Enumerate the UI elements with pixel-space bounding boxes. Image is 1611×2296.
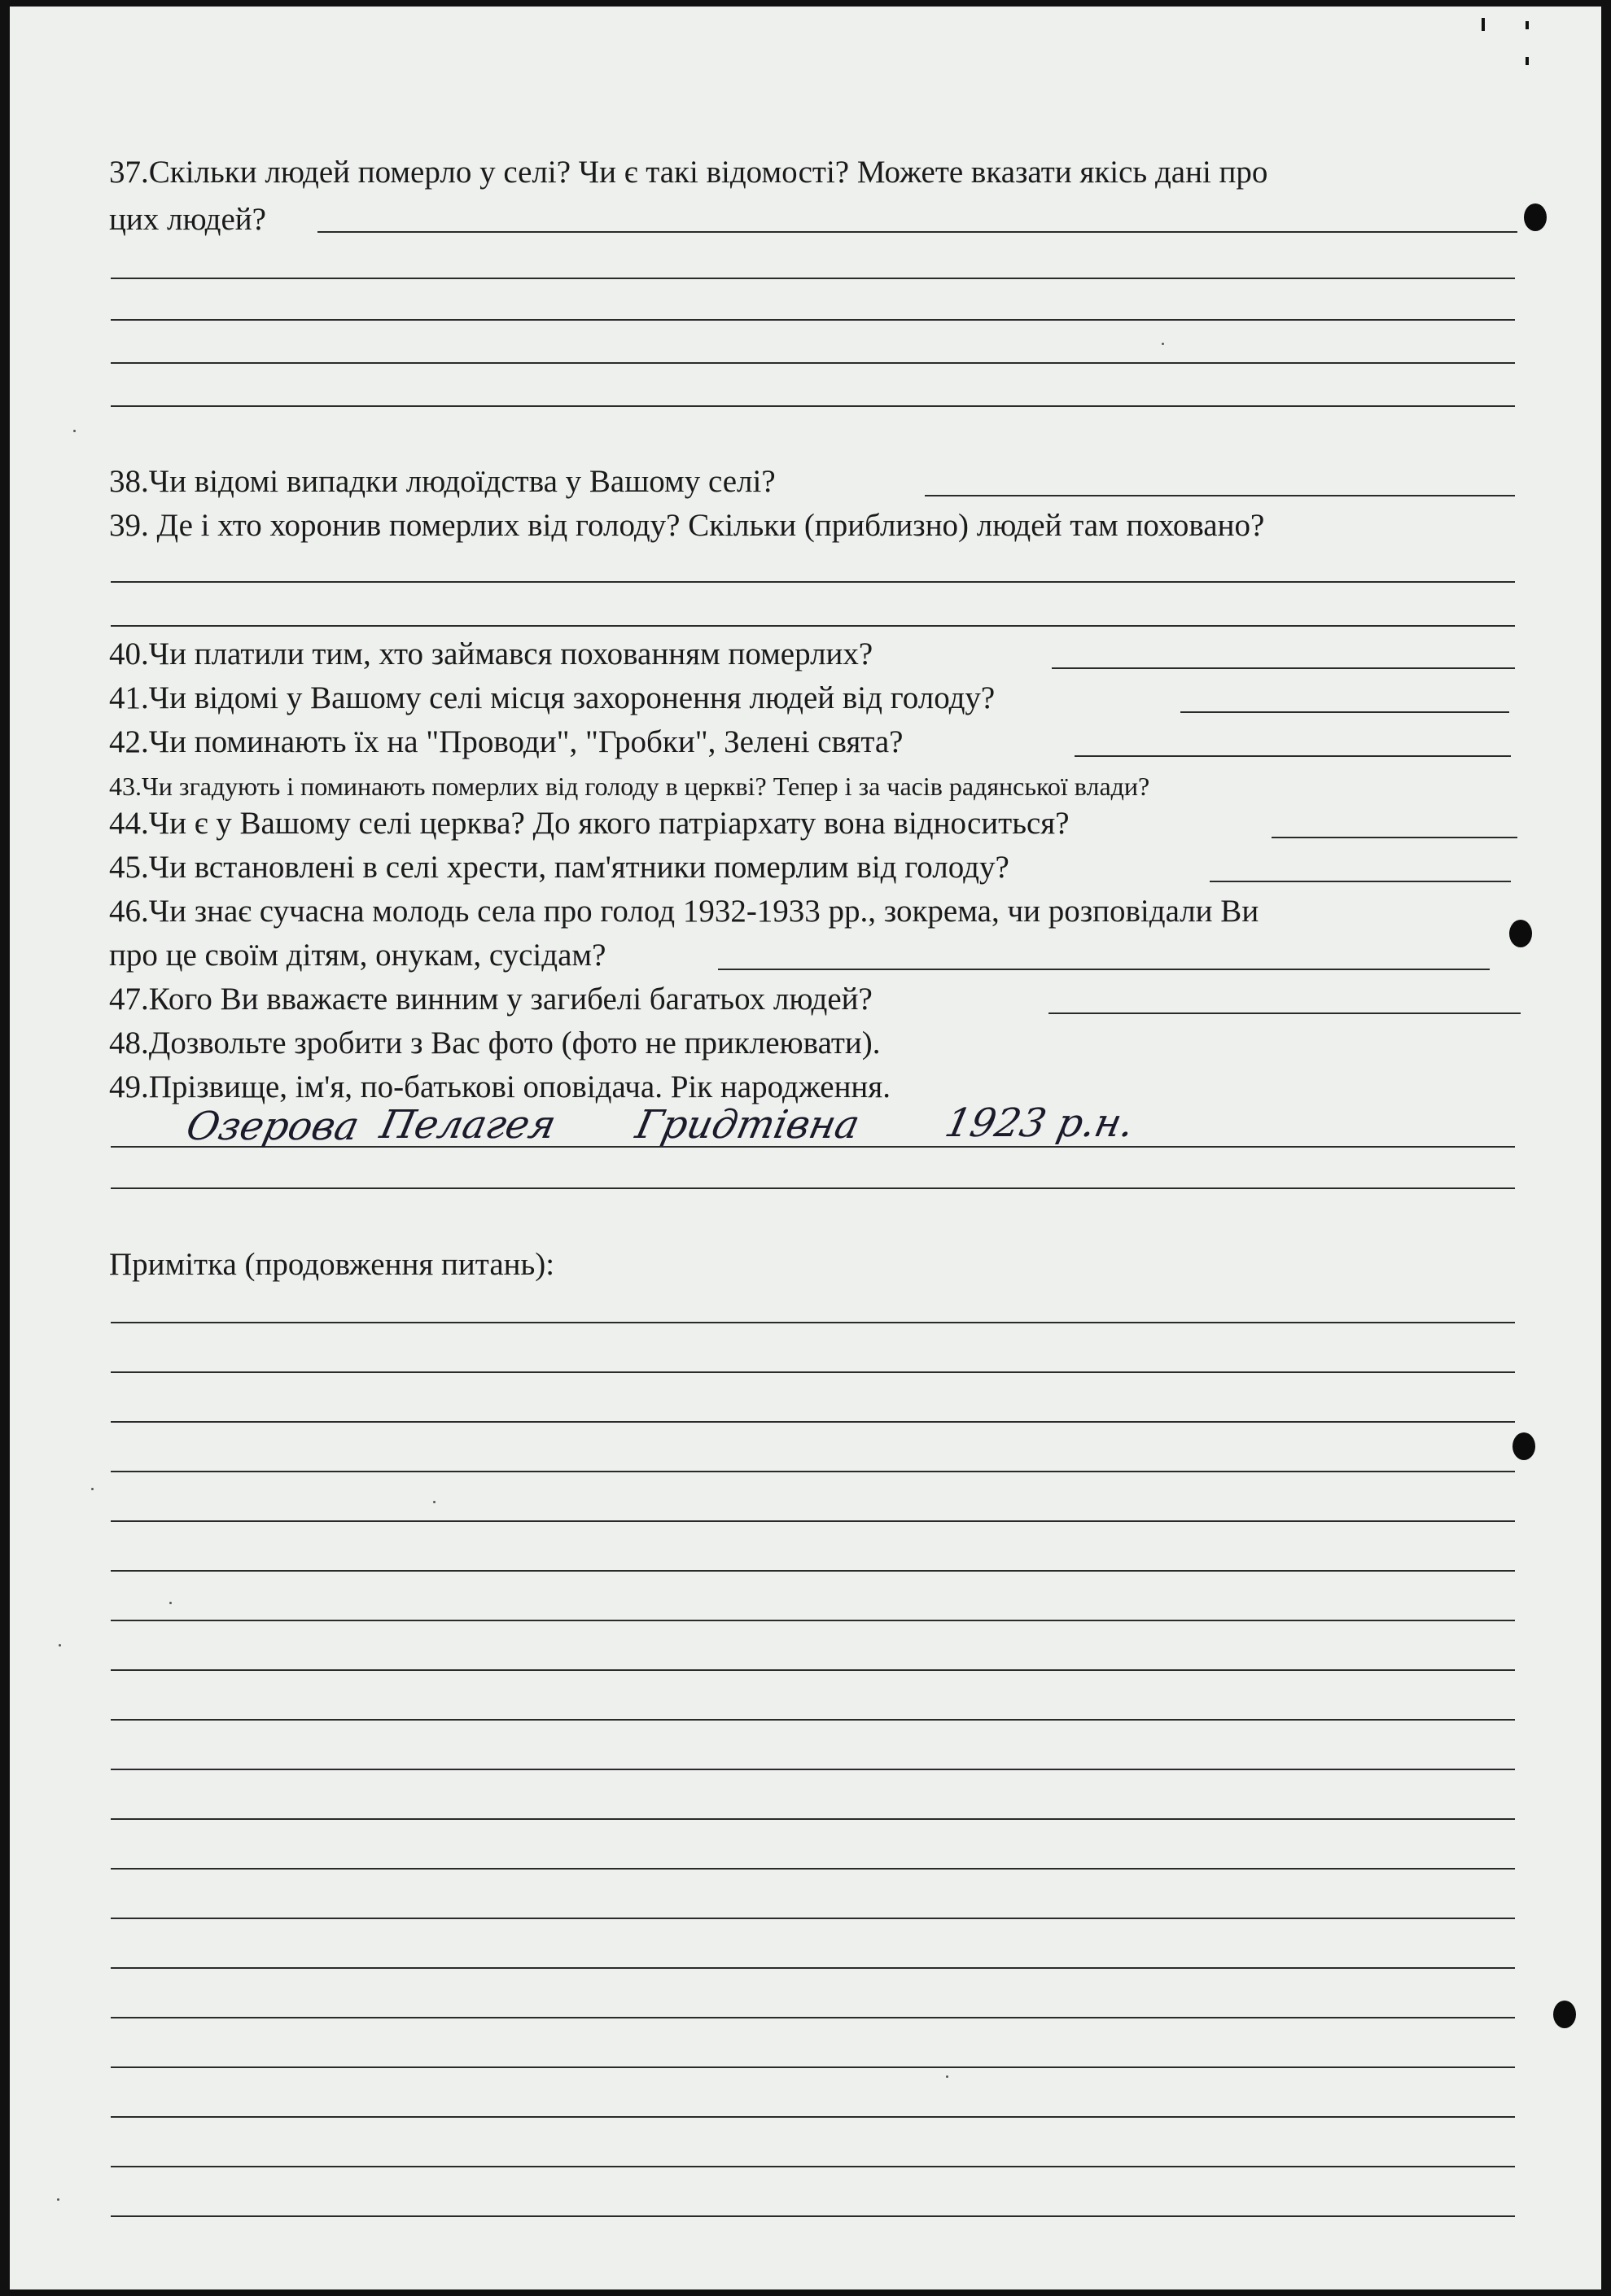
answer-line-41 bbox=[1180, 711, 1509, 713]
question-41: 41.Чи відомі у Вашому селі місця захоронення людей від голоду? bbox=[109, 680, 996, 715]
question-44: 44.Чи є у Вашому селі церква? До якого патріархату вона відноситься? bbox=[109, 806, 1070, 841]
answer-line-46 bbox=[718, 969, 1490, 970]
scan-speck bbox=[169, 1602, 172, 1604]
note-line bbox=[111, 1570, 1515, 1572]
note-line bbox=[111, 2166, 1515, 2167]
question-39: 39. Де і хто хоронив померлих від голоду? Скільки (приблизно) людей там поховано? bbox=[109, 508, 1265, 543]
note-line bbox=[111, 1719, 1515, 1721]
note-line bbox=[111, 1818, 1515, 1820]
handwritten-surname: Озерова bbox=[182, 1104, 364, 1149]
answer-line-49 bbox=[111, 1187, 1515, 1189]
question-46-line1: 46.Чи знає сучасна молодь села про голод 1932-1933 рр., зокрема, чи розповідали Ви bbox=[109, 894, 1259, 929]
question-40: 40.Чи платили тим, хто займався похованням померлих? bbox=[109, 636, 873, 671]
note-line bbox=[111, 1620, 1515, 1621]
punch-hole bbox=[1524, 203, 1547, 231]
handwritten-patronymic: Гридтівна bbox=[632, 1102, 864, 1148]
scan-speck bbox=[1162, 343, 1164, 345]
answer-line-45 bbox=[1210, 881, 1511, 882]
answer-line-44 bbox=[1272, 837, 1517, 838]
question-37-line2: цих людей? bbox=[109, 202, 266, 237]
answer-line-37 bbox=[317, 231, 1517, 233]
answer-line-47 bbox=[1048, 1012, 1521, 1014]
answer-line-42 bbox=[1075, 755, 1511, 757]
scan-speck bbox=[59, 1644, 61, 1647]
answer-line-37 bbox=[111, 319, 1515, 321]
question-45: 45.Чи встановлені в селі хрести, пам'ятники померлим від голоду? bbox=[109, 850, 1009, 885]
scan-speck bbox=[946, 2075, 948, 2078]
answer-line-39 bbox=[111, 581, 1515, 583]
note-line bbox=[111, 2066, 1515, 2068]
note-line bbox=[111, 2116, 1515, 2118]
note-line bbox=[111, 1918, 1515, 1919]
note-label: Примітка (продовження питань): bbox=[109, 1247, 555, 1282]
note-line bbox=[111, 1520, 1515, 1522]
note-line bbox=[111, 1669, 1515, 1671]
answer-line-37 bbox=[111, 278, 1515, 279]
punch-hole bbox=[1553, 2001, 1576, 2028]
questionnaire-page bbox=[10, 7, 1601, 2289]
question-48: 48.Дозвольте зробити з Вас фото (фото не приклеювати). bbox=[109, 1026, 881, 1061]
note-line bbox=[111, 1322, 1515, 1323]
note-line bbox=[111, 1421, 1515, 1423]
question-46-line2: про це своїм дітям, онукам, сусідам? bbox=[109, 938, 606, 973]
edge-mark bbox=[1526, 21, 1529, 29]
note-line bbox=[111, 1371, 1515, 1373]
answer-line-40 bbox=[1052, 667, 1515, 669]
answer-line-39 bbox=[111, 625, 1515, 627]
question-37-line1: 37.Скільки людей померло у селі? Чи є такі відомості? Можете вказати якісь дані про bbox=[109, 155, 1268, 190]
question-42: 42.Чи поминають їх на "Проводи", "Гробки", Зелені свята? bbox=[109, 724, 904, 759]
answer-line-37 bbox=[111, 362, 1515, 364]
scan-speck bbox=[73, 430, 76, 432]
scan-speck bbox=[91, 1488, 94, 1490]
answer-line-38 bbox=[925, 495, 1515, 496]
question-49: 49.Прізвище, ім'я, по-батькові оповідача. Рік народження. bbox=[109, 1069, 891, 1104]
question-38: 38.Чи відомі випадки людоїдства у Вашому селі? bbox=[109, 464, 776, 499]
answer-line-37 bbox=[111, 405, 1515, 407]
scan-speck bbox=[57, 2198, 59, 2201]
question-43: 43.Чи згадують і поминають померлих від голоду в церкві? Тепер і за часів радянської влади? bbox=[109, 772, 1150, 801]
question-47: 47.Кого Ви вважаєте винним у загибелі багатьох людей? bbox=[109, 982, 873, 1017]
note-line bbox=[111, 1769, 1515, 1770]
scan-speck bbox=[433, 1501, 436, 1503]
note-line bbox=[111, 2017, 1515, 2018]
punch-hole bbox=[1513, 1432, 1535, 1460]
edge-mark bbox=[1482, 18, 1485, 31]
note-line bbox=[111, 1471, 1515, 1472]
edge-mark bbox=[1526, 57, 1529, 65]
punch-hole bbox=[1509, 920, 1532, 947]
handwritten-name: Пелагея bbox=[376, 1102, 560, 1148]
note-line bbox=[111, 1868, 1515, 1870]
handwritten-birth-year: 1923 р.н. bbox=[941, 1100, 1139, 1146]
note-line bbox=[111, 2215, 1515, 2217]
note-line bbox=[111, 1967, 1515, 1969]
